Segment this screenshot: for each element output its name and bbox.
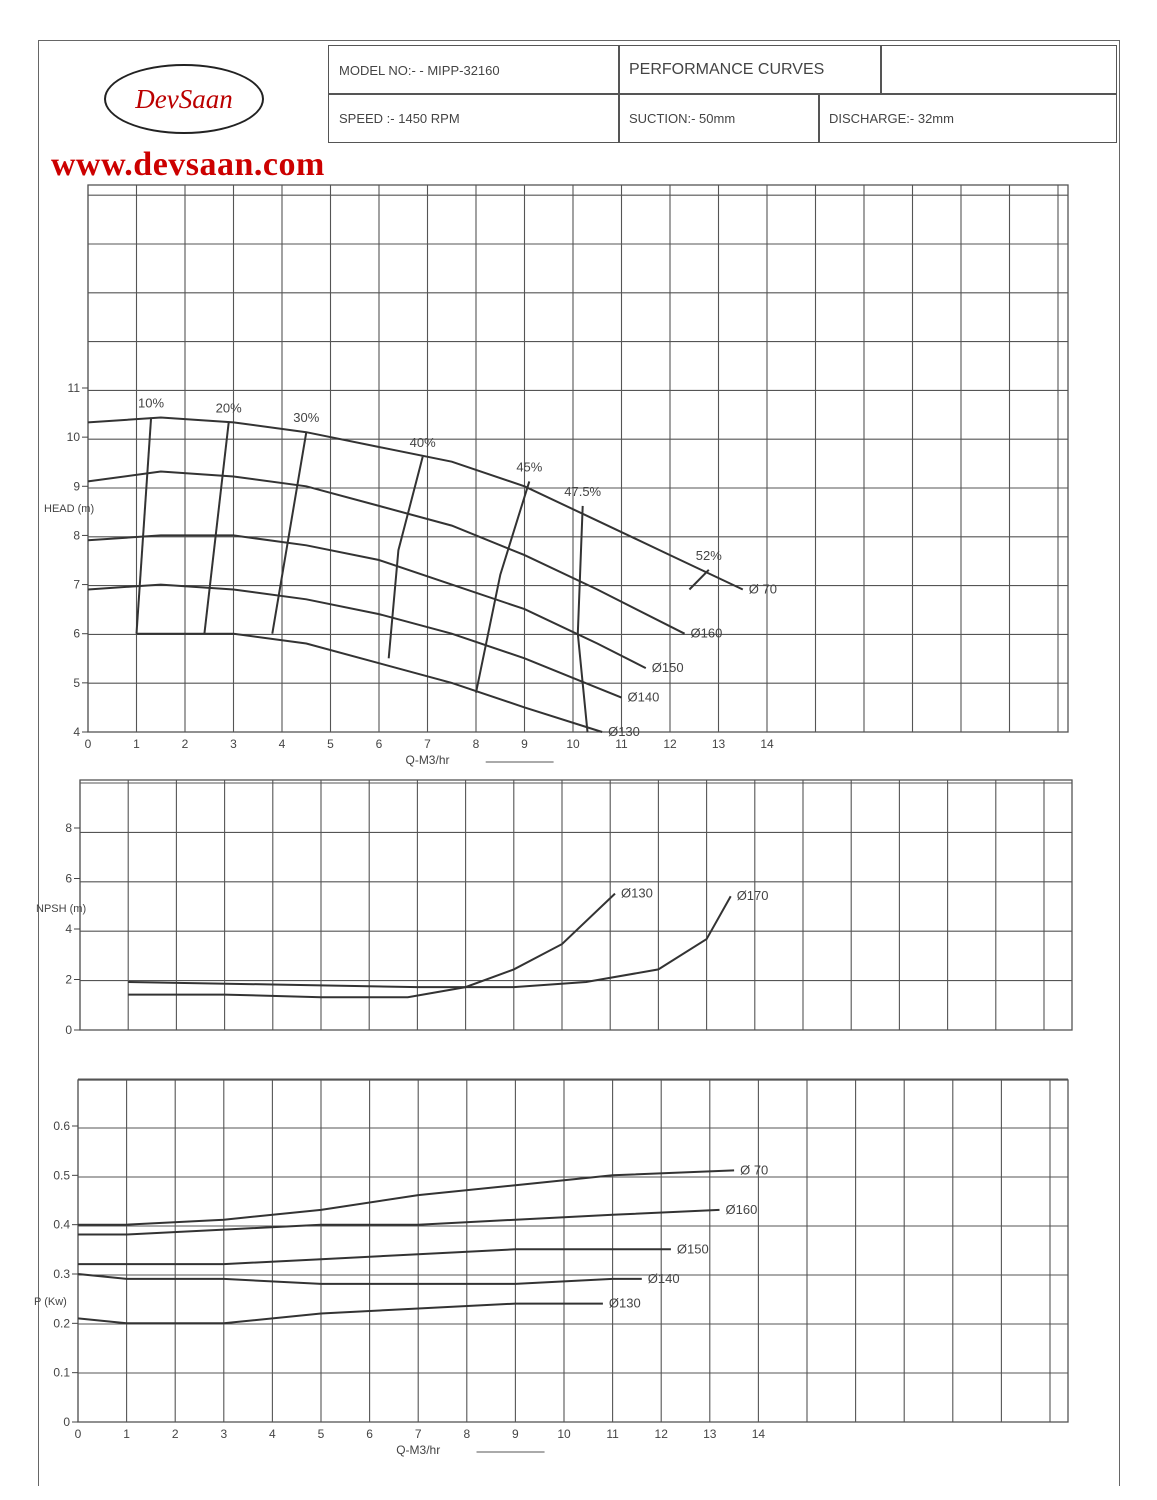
x-tick-label: 14	[760, 737, 774, 751]
y-tick-label: 5	[73, 675, 80, 690]
x-tick-label: 13	[711, 737, 726, 751]
y-tick-label: 8	[73, 528, 80, 543]
efficiency-label: 30%	[293, 410, 320, 426]
y-tick-label: 0.3	[53, 1267, 70, 1281]
x-tick-label: 12	[654, 1427, 668, 1441]
efficiency-label: 20%	[215, 400, 242, 416]
efficiency-label: 45%	[516, 459, 543, 475]
logo-text: DevSaan	[135, 83, 233, 114]
x-tick-label: 1	[123, 1427, 130, 1441]
x-tick-label: 10	[566, 737, 580, 751]
page-title: PERFORMANCE CURVES	[629, 61, 825, 78]
y-tick-label: 2	[65, 972, 72, 987]
efficiency-line	[578, 506, 588, 732]
discharge: DISCHARGE:- 32mm	[829, 110, 954, 126]
x-tick-label: 3	[220, 1427, 228, 1441]
efficiency-line	[476, 481, 529, 692]
x-tick-label: 13	[703, 1427, 717, 1441]
x-axis-label: Q-M3/hr	[396, 1443, 441, 1457]
efficiency-line	[689, 570, 708, 590]
series-label: Ø 70	[740, 1162, 769, 1178]
chart-frame	[78, 1080, 1068, 1422]
efficiency-line	[204, 422, 228, 633]
x-tick-label: 8	[472, 737, 480, 751]
chart-frame	[80, 780, 1072, 1030]
series-label: Ø140	[647, 1270, 680, 1286]
x-tick-label: 4	[278, 737, 286, 751]
suction: SUCTION:- 50mm	[629, 110, 736, 126]
series-line	[78, 1170, 734, 1224]
series-label: Ø130	[608, 1295, 641, 1311]
x-tick-label: 2	[171, 1427, 179, 1441]
efficiency-line	[272, 432, 306, 634]
x-tick-label: 3	[230, 737, 237, 751]
efficiency-line	[389, 457, 423, 659]
series-label: Ø160	[725, 1201, 758, 1217]
series-line	[88, 535, 646, 668]
y-axis-label: HEAD (m)	[44, 503, 95, 515]
series-line	[128, 896, 731, 987]
x-tick-label: 6	[366, 1427, 373, 1441]
y-tick-label: 0.2	[53, 1316, 70, 1331]
y-tick-label: 7	[73, 577, 80, 592]
y-tick-label: 0.4	[53, 1217, 70, 1232]
x-tick-label: 9	[521, 737, 528, 751]
website-url: www.devsaan.com	[51, 146, 325, 183]
efficiency-label: 10%	[138, 395, 165, 411]
y-tick-label: 11	[67, 381, 80, 395]
series-label: Ø140	[627, 689, 660, 705]
series-label: Ø150	[651, 660, 684, 676]
efficiency-label: 40%	[409, 434, 436, 450]
x-tick-label: 1	[133, 737, 140, 751]
y-tick-label: 6	[73, 626, 80, 641]
series-label: Ø130	[608, 724, 640, 739]
y-axis-label: NPSH (m)	[36, 903, 87, 915]
y-tick-label: 0.5	[53, 1168, 70, 1183]
series-label: Ø130	[621, 885, 653, 901]
x-axis-label: Q-M3/hr	[405, 753, 450, 767]
x-tick-label: 11	[606, 1427, 619, 1441]
y-tick-label: 4	[65, 922, 72, 936]
x-tick-label: 7	[414, 1427, 422, 1441]
x-tick-label: 9	[512, 1427, 519, 1441]
efficiency-label: 52%	[695, 547, 722, 563]
y-tick-label: 0.6	[53, 1119, 70, 1133]
y-tick-label: 0.1	[53, 1365, 70, 1380]
model-number: MODEL NO:- - MIPP-32160	[339, 62, 500, 78]
x-tick-label: 5	[317, 1427, 325, 1441]
chart-frame	[88, 185, 1068, 732]
series-line	[88, 585, 622, 698]
series-label: Ø170	[736, 888, 769, 904]
x-tick-label: 11	[615, 737, 628, 751]
x-tick-label: 12	[663, 737, 677, 751]
x-tick-label: 8	[463, 1427, 471, 1441]
y-tick-label: 10	[66, 430, 80, 445]
x-tick-label: 0	[74, 1427, 82, 1441]
speed: SPEED :- 1450 RPM	[339, 110, 460, 126]
x-tick-label: 4	[269, 1427, 276, 1441]
efficiency-line	[137, 418, 152, 634]
x-tick-label: 5	[327, 737, 334, 751]
y-tick-label: 0	[63, 1415, 70, 1429]
series-label: Ø 70	[748, 581, 777, 597]
x-tick-label: 2	[181, 737, 189, 751]
x-tick-label: 0	[84, 737, 92, 751]
series-line	[78, 1304, 603, 1324]
series-label: Ø150	[676, 1241, 709, 1257]
y-tick-label: 6	[65, 871, 72, 886]
x-tick-label: 14	[751, 1427, 766, 1441]
x-tick-label: 7	[424, 737, 431, 751]
y-tick-label: 4	[73, 725, 80, 739]
y-axis-label: P (Kw)	[34, 1296, 67, 1308]
y-tick-label: 0	[65, 1023, 72, 1037]
series-line	[78, 1249, 671, 1264]
y-tick-label: 9	[73, 479, 80, 494]
y-tick-label: 8	[65, 821, 72, 835]
efficiency-label: 47.5%	[564, 483, 602, 499]
series-line	[128, 894, 615, 998]
x-tick-label: 10	[557, 1427, 571, 1441]
x-tick-label: 6	[375, 737, 383, 751]
series-label: Ø160	[690, 625, 723, 641]
